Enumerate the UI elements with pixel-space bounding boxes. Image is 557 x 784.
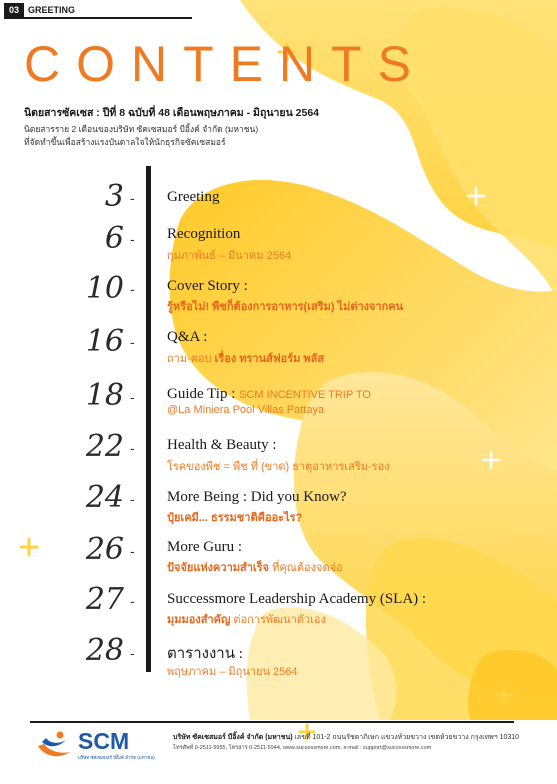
logo-tagline: บริษัท ซัคเซสมอร์ บีอิ้งค์ จำกัด (มหาชน) (78, 755, 155, 760)
entry-dash: - (130, 389, 135, 405)
entry-subtitle (167, 297, 403, 315)
entry-subtitle-plain: @La Miniera Pool Villas Pattaya (167, 404, 325, 416)
entry-title[interactable] (167, 226, 240, 243)
entry-title[interactable] (167, 437, 277, 454)
description-line-1: นิตยสารราย 2 เดือนของบริษัท ซัคเซสมอร์ บีอิ้งค์ จำกัด (มหาชน) (24, 124, 259, 134)
entry-dash: - (130, 440, 135, 456)
entry-subtitle (167, 558, 343, 576)
entry-page-number: 28 (85, 633, 124, 668)
entry-dash: - (130, 334, 135, 350)
entry-subtitle-bold: เรื่อง ทรานส์ฟอร์ม พลัส (214, 353, 325, 365)
header-rule (4, 17, 192, 19)
entry-page-number: 26 (85, 532, 124, 567)
entry-subtitle-plain: กุมภาพันธ์ – มีนาคม 2564 (167, 250, 292, 262)
entry-title[interactable] (167, 329, 207, 346)
entry-subtitle-plain: ต่อการพัฒนาตัวเอง (233, 614, 326, 626)
entry-subtitle-plain: ถาม-ตอบ (167, 353, 215, 365)
description-line-2: ที่จัดทำขึ้นเพื่อสร้างแรงบันดาลใจให้นักธุรกิจซัคเซสมอร์ (24, 137, 226, 147)
entry-title-text: Q&A : (167, 329, 208, 345)
entry-title[interactable] (167, 591, 426, 608)
entry-title-text: Greeting (167, 189, 220, 205)
entry-subtitle (167, 508, 302, 526)
company-name: บริษัท ซัคเซสมอร์ บีอิ้งค์ จำกัด (มหาชน) (173, 734, 293, 741)
entry-title-text: ตารางงาน : (167, 646, 243, 662)
entry-page-number: 3 (104, 179, 124, 214)
logo-text: SCM (78, 728, 130, 754)
entry-title-extra: SCM INCENTIVE TRIP TO (239, 389, 371, 401)
entry-title[interactable] (167, 539, 242, 556)
entry-title-text: Recognition (167, 226, 241, 242)
entry-title-text: Guide Tip : (167, 386, 236, 402)
entry-dash: - (130, 190, 135, 206)
page-title: CONTENTS (24, 36, 427, 92)
entry-title[interactable] (167, 386, 371, 403)
entry-subtitle (167, 662, 298, 680)
entry-title-text: More Guru : (167, 539, 242, 555)
entry-dash: - (130, 593, 135, 609)
entry-subtitle (167, 457, 390, 475)
section-label: GREETING (28, 5, 76, 15)
scm-logo-icon (36, 730, 76, 760)
entry-dash: - (130, 281, 135, 297)
company-address: เลขที่ 101-2 ถนนรัชดาภิเษก แขวงห้วยขวาง เขตห้วยขวาง กรุงเทพฯ 10310 (292, 734, 520, 741)
entry-subtitle-plain: โรคของพืช = พืช ที่ (ขาด) ธาตุอาหารเสริม-รอง (167, 461, 390, 473)
entry-page-number: 27 (85, 582, 124, 617)
entry-title-text: Cover Story : (167, 278, 248, 294)
footer-company-line (173, 732, 519, 743)
entry-dash: - (130, 491, 135, 507)
footer-rule (30, 721, 514, 723)
entry-subtitle (167, 404, 324, 416)
entry-title-text: Successmore Leadership Academy (SLA) : (167, 591, 427, 607)
issue-line: นิตยสารซัคเซส : ปีที่ 8 ฉบับที่ 48 เดือนพฤษภาคม - มิถุนายน 2564 (24, 107, 320, 119)
entry-title-text: Health & Beauty : (167, 437, 277, 453)
entry-subtitle (167, 349, 324, 367)
entry-dash: - (130, 231, 135, 247)
footer-contact: โทรศัพท์ 0-2511-5955, โทรสาร 0-2511-5944, www.successmore.com, e-mail : support@successmore.com (173, 745, 432, 751)
entry-subtitle-bold: ปัจจัยแห่งความสำเร็จ (167, 562, 273, 574)
entry-page-number: 22 (85, 429, 124, 464)
entry-title[interactable] (167, 278, 248, 295)
entry-dash: - (130, 543, 135, 559)
entry-page-number: 18 (85, 378, 124, 413)
contents-divider (146, 166, 151, 672)
entry-subtitle (167, 610, 326, 628)
entry-title[interactable] (167, 189, 219, 206)
entry-subtitle-bold: ปุ๋ยเคมี... ธรรมชาติคืออะไร? (167, 512, 303, 524)
entry-page-number: 10 (85, 271, 124, 306)
entry-page-number: 24 (85, 480, 124, 515)
page-header (0, 0, 557, 22)
entry-subtitle-bold: มุมมองสำคัญ (167, 614, 234, 626)
entry-subtitle (167, 246, 291, 264)
entry-title-text: More Being : Did you Know? (167, 489, 347, 505)
entry-dash: - (130, 645, 135, 661)
entry-subtitle-bold: รู้หรือไม่! พืชก็ต้องการอาหาร(เสริม) ไม่ต่างจากคน (167, 301, 404, 313)
entry-page-number: 6 (104, 221, 124, 256)
entry-page-number: 16 (85, 324, 124, 359)
entry-subtitle-plain: พฤษภาคม – มิถุนายน 2564 (167, 666, 298, 678)
entry-subtitle-plain: ที่คุณต้องจดจ่อ (272, 562, 343, 574)
entry-title[interactable] (167, 489, 347, 506)
page-number: 03 (4, 3, 24, 17)
